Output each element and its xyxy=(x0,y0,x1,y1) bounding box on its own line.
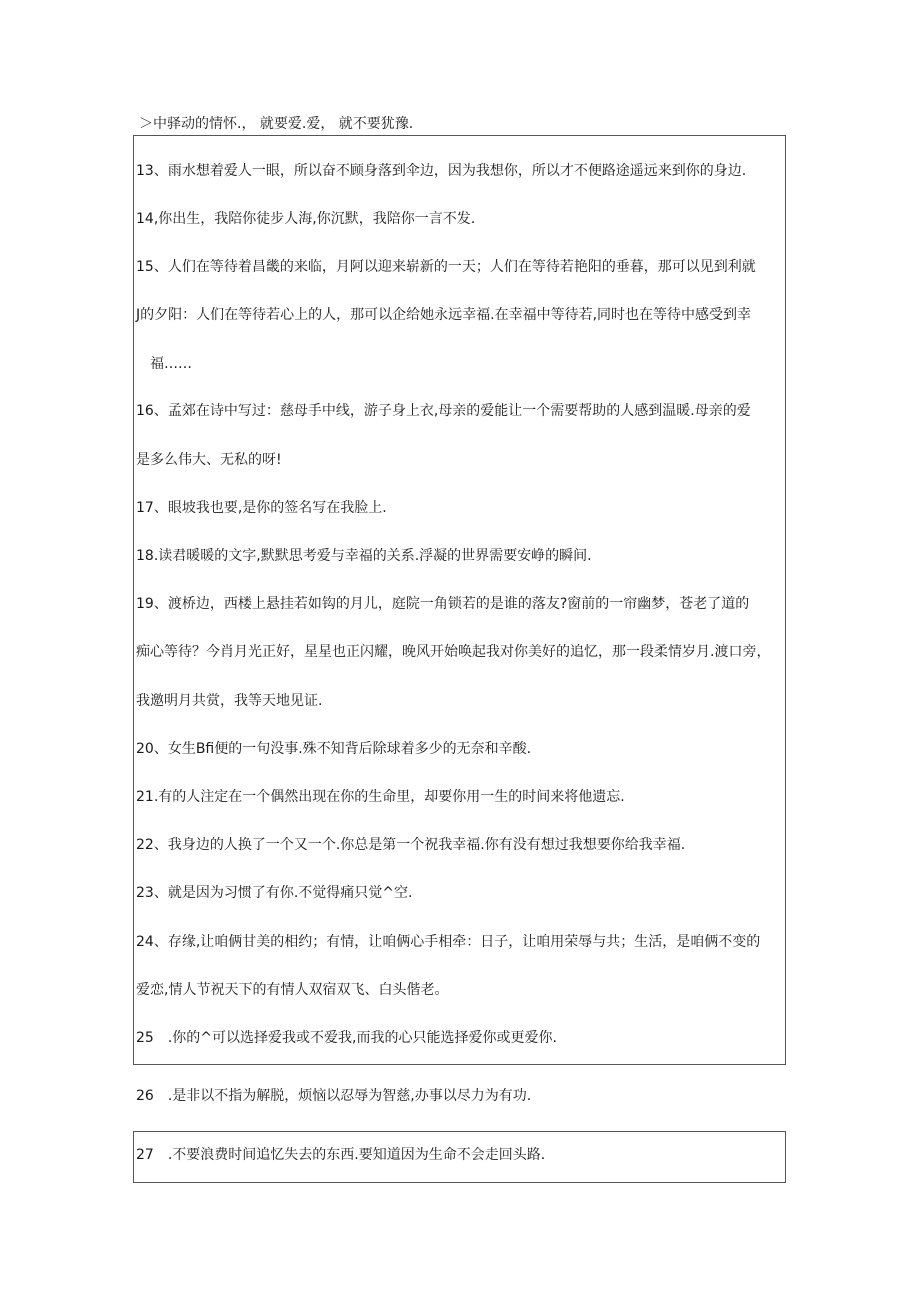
text-line-1: 13、雨水想着爱人一眼，所以奋不顾身落到伞边，因为我想你，所以才不便路途遥远来到你的身边. xyxy=(136,163,747,179)
text-line-8: 17、眼坡我也要,是你的签名写在我脸上. xyxy=(136,500,387,516)
text-line-3: 15、人们在等待着昌畿的来临，月阿以迎来崭新的一天；人们在等待若艳阳的垂暮，那可以见到利就 xyxy=(136,259,756,275)
text-line-11: 痴心等待？今肖月光正好，星星也正闪耀，晚风开始唤起我对你美好的追忆，那一段柔情岁月.渡口旁， xyxy=(136,644,771,660)
text-line-6: 16、孟郊在诗中写过：慈母手中线，游子身上衣,母亲的爱能让一个需要帮助的人感到温暖.母亲的爱 xyxy=(136,403,751,419)
text-line-17: 24、存缘,让咱俩甘美的相约；有情，让咱俩心手相牵：日子，让咱用荣辱与共；生活，是咱俩不变的 xyxy=(136,934,761,950)
text-line-9: 18.读君暖暖的文字,默默思考爱与幸福的关系.浮凝的世界需要安峥的瞬间. xyxy=(136,548,592,564)
text-line-15: 22、我身边的人换了一个又一个.你总是第一个祝我幸福.你有没有想过我想要你给我幸福. xyxy=(136,837,686,853)
text-line-19: 25 .你的^可以选择爱我或不爱我,而我的心只能选择爱你或更爱你. xyxy=(136,1030,557,1046)
text-line-13: 20、女生Bfi便的一句没事.殊不知背后除球着多少的无奈和辛酸. xyxy=(136,741,532,757)
text-line-12: 我邀明月共赏，我等天地见证. xyxy=(136,693,323,709)
text-line-20: 26 .是非以不指为解脱，烦恼以忍辱为智慈,办事以尽力为有功. xyxy=(136,1088,532,1104)
text-line-10: 19、渡桥边，西楼上悬挂若如钩的月儿，庭院一角锁若的是谁的落友?窗前的一帘幽梦，苍老了道的 xyxy=(136,596,750,612)
text-line-18: 爱恋,情人节祝天下的有情人双宿双飞、白头偕老。 xyxy=(136,982,449,998)
text-line-2: 14,你出生，我陪你徒步人海,你沉默，我陪你一言不发. xyxy=(136,211,476,227)
text-line-0: ＞中驿动的情怀.， 就要爱.爱， 就不要犹豫. xyxy=(139,116,414,132)
text-line-5: 福…… xyxy=(150,356,192,372)
text-line-21: 27 .不要浪费时间追忆失去的东西.要知道因为生命不会走回头路. xyxy=(136,1147,546,1163)
text-line-16: 23、就是因为习惯了有你.不觉得痛只觉^空. xyxy=(136,885,413,901)
text-line-4: J的夕阳：人们在等待若心上的人，那可以企给她永远幸福.在幸福中等待若,同时也在等待中感受到幸 xyxy=(136,307,752,323)
text-line-14: 21.有的人注定在一个偶然出现在你的生命里，却要你用一生的时间来将他遗忘. xyxy=(136,789,625,805)
text-line-7: 是多么伟大、无私的呀! xyxy=(136,452,282,468)
